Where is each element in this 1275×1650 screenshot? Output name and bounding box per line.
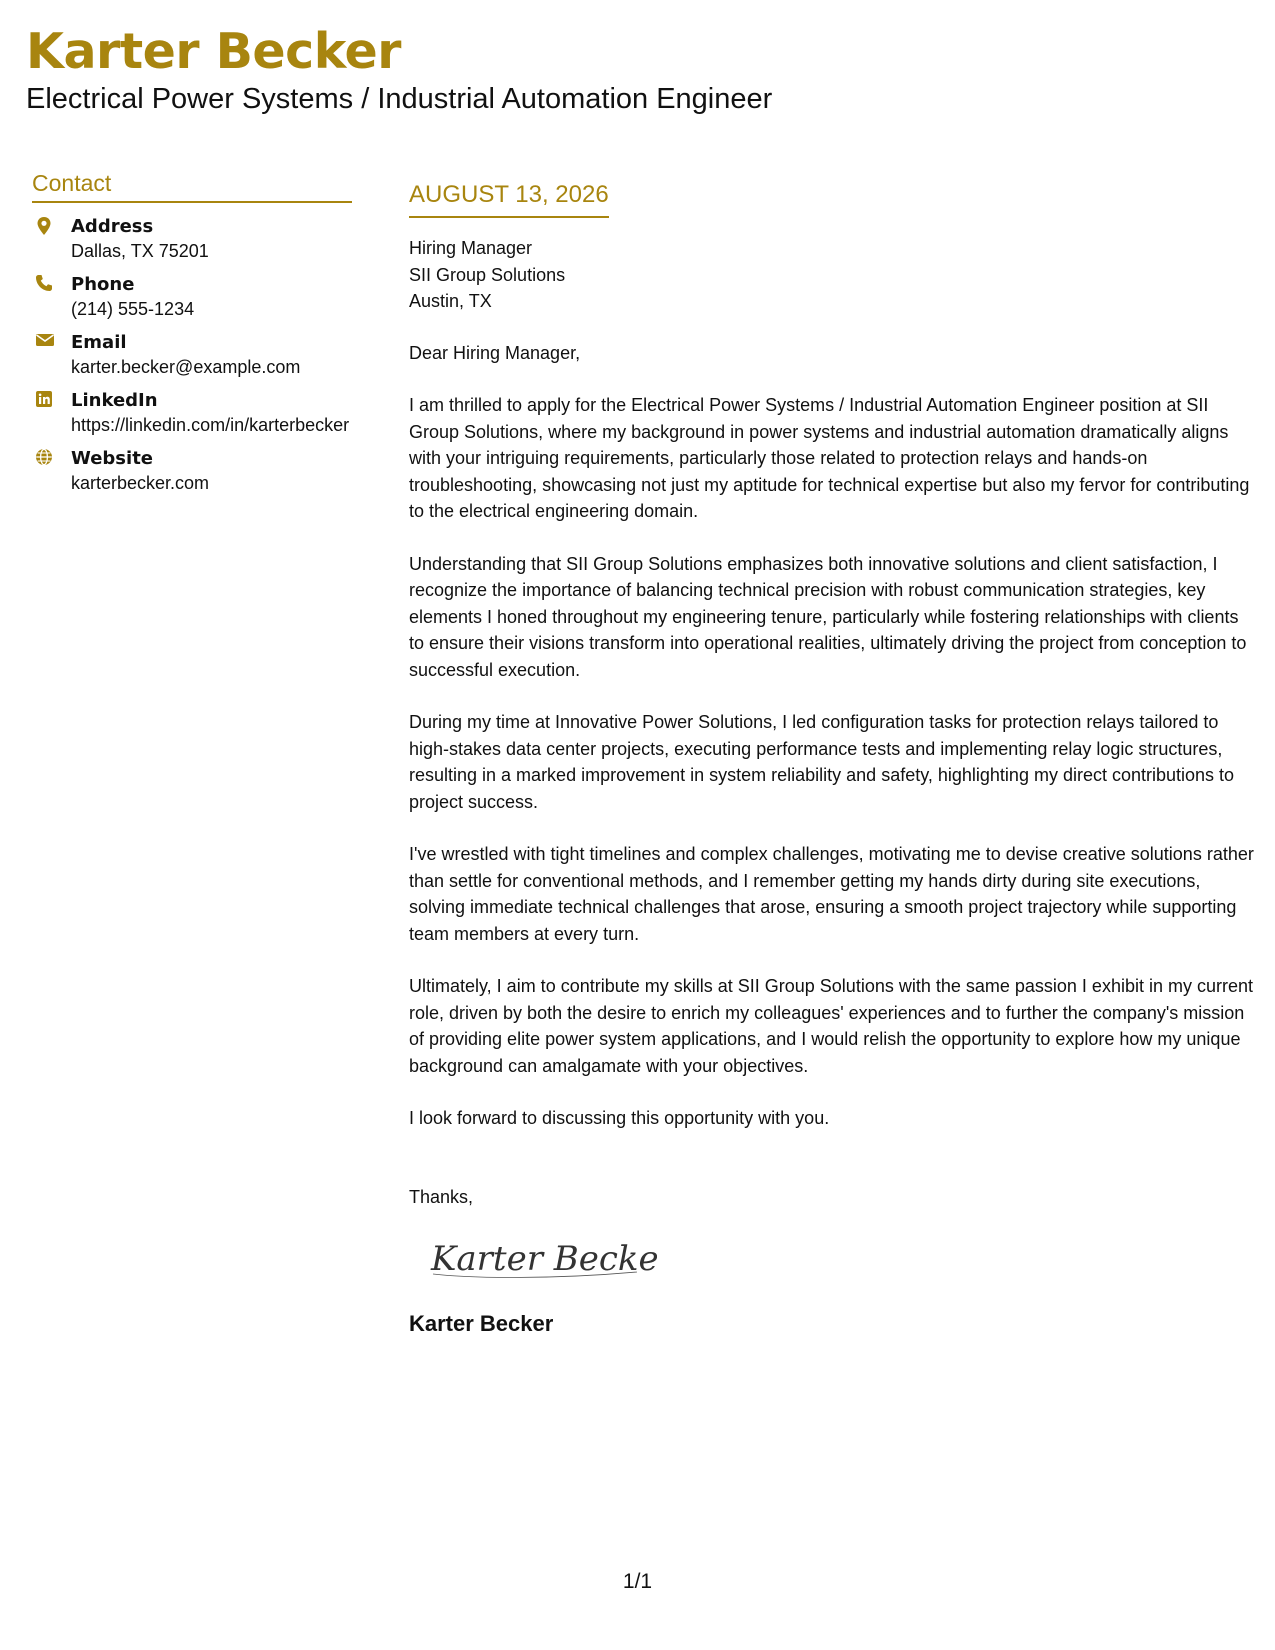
closing: Thanks, [409,1186,474,1207]
envelope-icon [35,332,53,350]
contact-heading: Contact [32,170,352,203]
letter-paragraph: I am thrilled to apply for the Electrical Power Systems / Industrial Automation Engineer position at SII Group Solutions, where my background in power systems and industrial automation dramatically aligns with your intriguing requirements, particularly those related to protection relays and hands-on troubleshooting, showcasing not just my aptitude for technical expertise but also my fervor for contributing to the electrical engineering domain. [409,395,1250,521]
signer-name: Karter Becker [409,1311,554,1336]
signature-text: Karter Becker [431,1239,657,1279]
linkedin-icon [35,390,53,408]
recipient-line: Hiring Manager [409,238,533,258]
contact-item-website [32,447,352,495]
letter-paragraph: I've wrestled with tight timelines and complex challenges, motivating me to devise creative solutions rather than settle for conventional methods, and I remember getting my hands dirty during site executions, solving immediate technical challenges that arose, ensuring a smooth project trajectory while supporting team members at every turn. [409,844,1254,944]
contact-item-email [32,331,352,379]
contact-label-phone: Phone [71,274,135,295]
globe-icon [35,448,53,466]
contact-item-linkedin [32,389,352,437]
job-title: Electrical Power Systems / Industrial Automation Engineer [26,83,773,115]
phone-icon [35,274,53,292]
contact-value-address: Dallas, TX 75201 [71,241,209,261]
letter-paragraph: Understanding that SII Group Solutions emphasizes both innovative solutions and client satisfaction, I recognize the importance of balancing technical precision with robust communication strategies, key elements I honed throughout my engineering tenure, particularly while fostering relationships with clients to ensure their visions transform into operational realities, ultimately driving the project from conception to successful execution. [409,553,1247,680]
applicant-name: Karter Becker [26,23,401,80]
contact-label-address: Address [71,216,154,237]
letter-paragraph: Ultimately, I aim to contribute my skills at SII Group Solutions with the same passion I exhibit in my current role, driven by both the desire to enrich my colleagues' experiences and to further the company's mission of providing elite power system applications, and I would relish the opportunity to explore how my unique background can amalgamate with your objectives. [409,976,1253,1076]
recipient-block [409,235,1254,315]
letter-paragraph: I look forward to discussing this opportunity with you. [409,1108,830,1128]
contact-label-email: Email [71,332,127,353]
recipient-line: Austin, TX [409,291,492,311]
contact-value-website[interactable]: karterbecker.com [71,473,210,493]
recipient-line: SII Group Solutions [409,264,566,285]
contact-value-phone: (214) 555-1234 [71,299,195,319]
cover-letter [409,180,1254,1338]
salutation: Dear Hiring Manager, [409,342,581,363]
letter-date: AUGUST 13, 2026 [409,180,609,218]
page-number: 1/1 [622,1570,653,1593]
letter-paragraph: During my time at Innovative Power Solutions, I led configuration tasks for protection relays tailored to high-stakes data center projects, executing performance tests and implementing relay logic structures, resulting in a marked improvement in system reliability and safety, highlighting my direct contributions to project success. [409,712,1235,812]
handwritten-signature [427,1228,657,1288]
resume-header [26,22,1246,116]
contact-value-email[interactable]: karter.becker@example.com [71,357,301,377]
contact-label-website: Website [71,448,154,469]
contact-item-address [32,215,352,263]
contact-sidebar [32,170,352,505]
map-pin-icon [35,216,53,234]
contact-value-linkedin[interactable]: https://linkedin.com/in/karterbecker [71,415,350,435]
contact-label-linkedin: LinkedIn [71,390,158,411]
contact-item-phone [32,273,352,321]
